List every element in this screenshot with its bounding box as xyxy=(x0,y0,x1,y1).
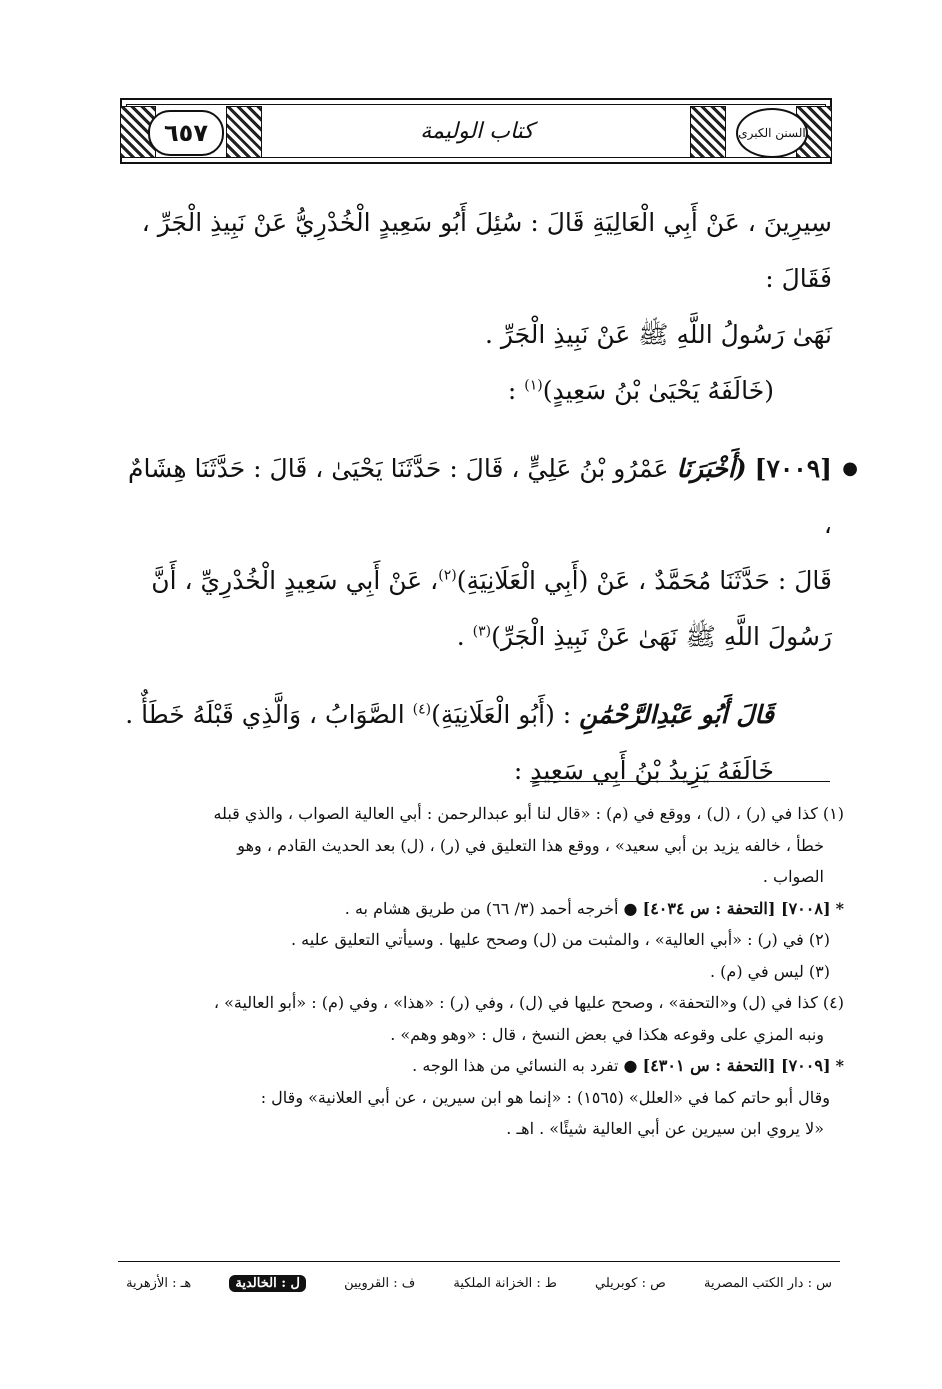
section-title: كتاب الوليمة xyxy=(420,119,534,144)
takhrij-7009-cont: وقال أبو حاتم كما في «العلل» (١٥٦٥) : «إنما هو ابن سيرين ، عن أبي العلانية» وقال : xyxy=(260,1087,830,1107)
footnote-1-cont: الصواب . xyxy=(762,867,824,886)
author-comment xyxy=(118,687,832,743)
takhrij-text: ● تفرد به النسائي من هذا الوجه . xyxy=(412,1056,638,1075)
footnote-4: (٤) كذا في (ل) و«التحفة» ، وصحح عليها في (ل) ، وفي (ر) : «هذا» ، وفي (م) : «أبو العالية» ، xyxy=(213,993,844,1012)
page-number: ٦٥٧ xyxy=(148,110,224,156)
hadith-number: [٧٠٠٩] xyxy=(754,454,832,483)
punct: . xyxy=(456,622,473,651)
legend-item: ص : كوبريلي xyxy=(595,1275,666,1291)
takhrij-7009 xyxy=(118,1050,844,1082)
asterisk-icon: * xyxy=(835,1056,844,1075)
asterisk-icon: * xyxy=(835,898,844,918)
legend-separator xyxy=(118,1261,840,1262)
narration-note: (خَالَفَهُ يَحْيَىٰ بْنُ سَعِيدٍ) xyxy=(542,376,774,405)
manuscript-legend xyxy=(126,1268,832,1298)
footnote-ref-3: (٣) xyxy=(472,623,492,640)
punct: : xyxy=(507,376,525,405)
legend-item-highlighted: ل : الخالدية xyxy=(229,1275,306,1292)
legend-item: ط : الخزانة الملكية xyxy=(453,1275,557,1291)
text-line xyxy=(118,553,832,609)
takhrij-7009-cont: «لا يروي ابن سيرين عن أبي العالية شيئًا» . اهـ . xyxy=(506,1119,824,1138)
text-line xyxy=(118,609,832,665)
text-line: خَالَفَهُ يَزِيدُ بْنُ أَبِي سَعِيدٍ : xyxy=(513,756,774,785)
footnote-1: (١) كذا في (ر) ، (ل) ، ووقع في (م) : «قال لنا أبو عبدالرحمن : أبي العالية الصواب ، والذي قبله xyxy=(213,804,844,823)
footnote-1-cont: خطأ ، خالفه يزيد بن أبي سعيد» ، ووقع هذا التعليق في (ر) ، (ل) بعد الحديث القادم ، وهو xyxy=(237,835,824,855)
text-line xyxy=(118,363,832,419)
bullet-icon: ● xyxy=(842,458,858,479)
legend-item: هـ : الأزهرية xyxy=(126,1275,192,1291)
text-line: سِيرِينَ ، عَنْ أَبِي الْعَالِيَةِ قَالَ : سُئِلَ أَبُو سَعِيدٍ الْخُدْرِيُّ عَنْ نَبِيذِ الْجَرِّ ، فَقَالَ : xyxy=(141,208,832,293)
footnotes xyxy=(118,798,844,1145)
comment-text: الصَّوَابُ ، وَالَّذِي قَبْلَهُ خَطَأٌ . xyxy=(125,700,413,729)
isnad-text: عَمْرُو بْنُ عَلِيٍّ ، قَالَ : حَدَّثَنَا يَحْيَىٰ ، قَالَ : حَدَّثَنَا هِشَامٌ ، xyxy=(128,454,832,539)
takhrij-text: ● أخرجه أحمد (٣/ ٦٦) من طريق هشام به . xyxy=(344,898,638,918)
takhrij-label: [٧٠٠٩] [التحفة : س ٤٣٠١] xyxy=(642,1056,831,1075)
page-header xyxy=(120,98,832,164)
footnote-4-cont: ونبه المزي على وقوعه هكذا في بعض النسخ ، قال : «وهو وهم» . xyxy=(390,1024,824,1044)
legend-item: س : دار الكتب المصرية xyxy=(703,1275,832,1291)
takhrij-label: [٧٠٠٨] [التحفة : س ٤٠٣٤] xyxy=(642,898,831,918)
hadith-7009-line xyxy=(118,441,858,553)
footnote-ref-4: (٤) xyxy=(412,701,432,718)
matn-text: رَسُولَ اللَّهِ ﷺ نَهَىٰ عَنْ نَبِيذِ الْجَرِّ) xyxy=(491,622,832,651)
main-text xyxy=(118,195,858,799)
footnote-2: (٢) في (ر) : «أبي العالية» ، والمثبت من (ل) وصحح عليها . وسيأتي التعليق عليه . xyxy=(290,930,830,949)
comment-text: : (أَبُو الْعَلَانِيَةِ) xyxy=(431,700,580,729)
footnote-separator xyxy=(530,781,830,782)
isnad-text: ، عَنْ أَبِي سَعِيدٍ الْخُدْرِيِّ ، أَنَّ xyxy=(151,566,439,595)
book-logo: السنن الكبرى xyxy=(736,108,808,158)
isnad-text: قَالَ : حَدَّثَنَا مُحَمَّدٌ ، عَنْ (أَبِي الْعَلَانِيَةِ) xyxy=(456,566,832,595)
footnote-ref-2: (٢) xyxy=(438,567,457,584)
text-line: نَهَىٰ رَسُولُ اللَّهِ ﷺ عَنْ نَبِيذِ الْجَرِّ . xyxy=(484,320,832,349)
footnote-3: (٣) ليس في (م) . xyxy=(710,961,830,981)
legend-item: ف : القرويين xyxy=(344,1275,416,1291)
footnote-ref-1: (١) xyxy=(524,377,543,394)
takhrij-7008 xyxy=(118,893,844,925)
qala-abu-abdurrahman: قَالَ أَبُو عَبْدِالرَّحْمَٰنِ xyxy=(579,700,774,729)
akhbarana: (أَخْبَرَنَا xyxy=(676,454,747,483)
left-inner-ornament xyxy=(226,106,262,158)
right-inner-ornament xyxy=(690,106,726,158)
